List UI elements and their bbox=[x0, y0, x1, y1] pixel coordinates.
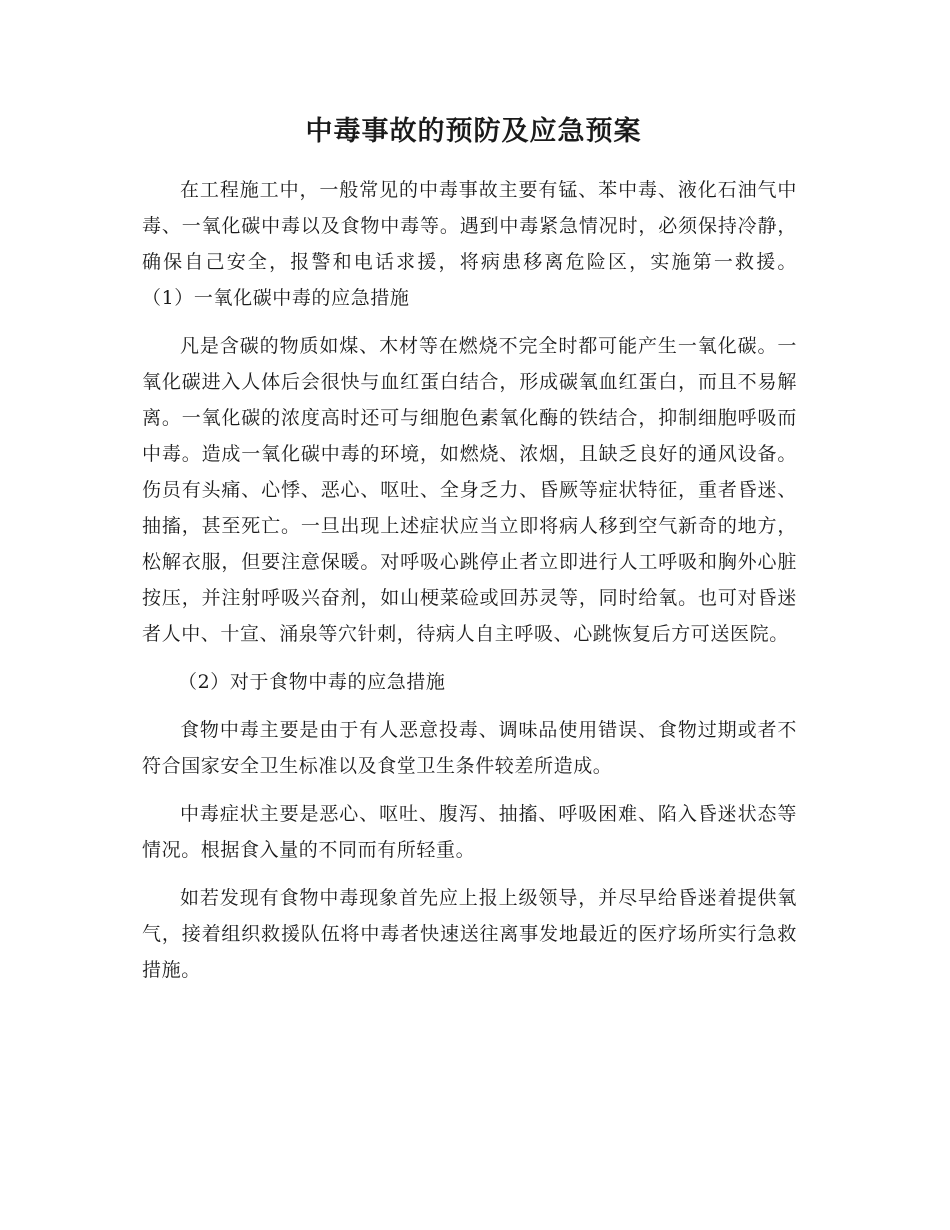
food-poisoning-symptoms-paragraph: 中毒症状主要是恶心、呕吐、腹泻、抽搐、呼吸困难、陷入昏迷状态等情况。根据食入量的不同而有所轻重。 bbox=[142, 803, 797, 861]
intro-paragraph: 在工程施工中，一般常见的中毒事故主要有锰、苯中毒、液化石油气中毒、一氧化碳中毒以及食物中毒等。遇到中毒紧急情况时，必须保持冷静，确保自己安全，报警和电话求援，将病患移离危险区，实施第一救援。 （1）一氧化碳中毒的应急措施 bbox=[142, 179, 797, 309]
document-title: 中毒事故的预防及应急预案 bbox=[305, 116, 642, 147]
food-poisoning-causes-paragraph: 食物中毒主要是由于有人恶意投毒、调味品使用错误、食物过期或者不符合国家安全卫生标准以及食堂卫生条件较差所造成。 bbox=[142, 719, 797, 777]
food-poisoning-heading: （2）对于食物中毒的应急措施 bbox=[178, 671, 446, 693]
document-page bbox=[142, 108, 797, 1000]
carbon-monoxide-paragraph: 凡是含碳的物质如煤、木材等在燃烧不完全时都可能产生一氧化碳。一氧化碳进入人体后会很快与血红蛋白结合，形成碳氧血红蛋白，而且不易解离。一氧化碳的浓度高时还可与细胞色素氧化酶的铁结合，抑制细胞呼吸而中毒。造成一氧化碳中毒的环境，如燃烧、浓烟，且缺乏良好的通风设备。伤员有头痛、心悸、恶心、呕吐、全身乏力、昏厥等症状特征，重者昏迷、抽搐，甚至死亡。一旦出现上述症状应当立即将病人移到空气新奇的地方，松解衣服，但要注意保暖。对呼吸心跳停止者立即进行人工呼吸和胸外心脏按压，并注射呼吸兴奋剂，如山梗菜硷或回苏灵等，同时给氧。也可对昏迷者人中、十宣、涌泉等穴针刺，待病人自主呼吸、心跳恢复后方可送医院。 bbox=[142, 335, 797, 645]
food-poisoning-response-paragraph: 如若发现有食物中毒现象首先应上报上级领导，并尽早给昏迷着提供氧气，接着组织救援队伍将中毒者快速送往离事发地最近的医疗场所实行急救措施。 bbox=[142, 887, 797, 981]
